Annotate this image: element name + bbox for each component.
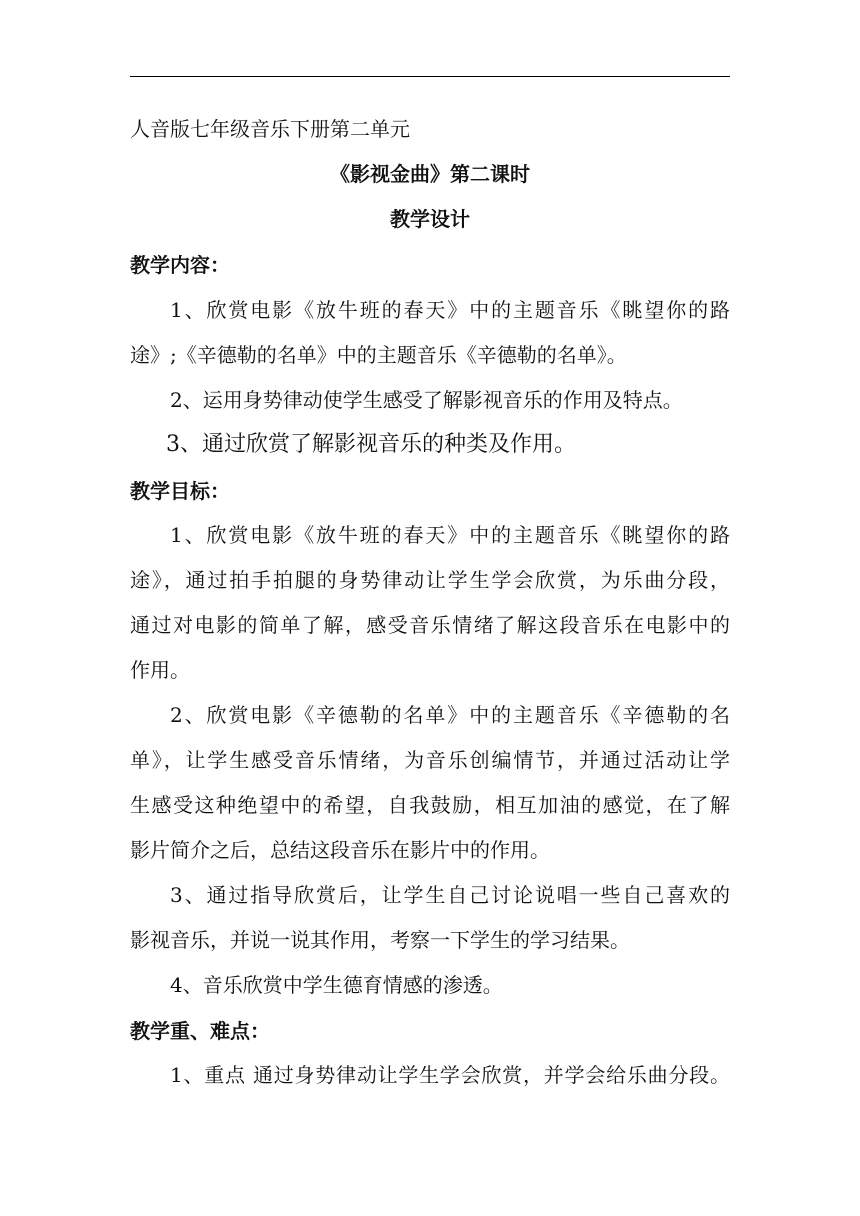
goal-line: 3、通过指导欣赏后，让学生自己讨论说唱一些自己喜欢的 bbox=[170, 883, 730, 907]
section-heading-content: 教学内容： bbox=[130, 253, 230, 277]
goal-line: 影视音乐，并说一说其作用，考察一下学生的学习结果。 bbox=[130, 928, 630, 952]
content-line: 1、欣赏电影《放牛班的春天》中的主题音乐《眺望你的路 bbox=[170, 298, 730, 322]
goal-line: 1、欣赏电影《放牛班的春天》中的主题音乐《眺望你的路 bbox=[170, 523, 730, 547]
content-line: 2、运用身势律动使学生感受了解影视音乐的作用及特点。 bbox=[170, 388, 683, 412]
doc-title: 教学设计 bbox=[390, 207, 470, 231]
goal-line: 通过对电影的简单了解，感受音乐情绪了解这段音乐在电影中的 bbox=[130, 613, 730, 637]
goal-line: 作用。 bbox=[130, 658, 190, 682]
goal-line: 影片简介之后，总结这段音乐在影片中的作用。 bbox=[130, 838, 550, 862]
content-line: 途》;《辛德勒的名单》中的主题音乐《辛德勒的名单》。 bbox=[130, 343, 627, 367]
lesson-title: 《影视金曲》第二课时 bbox=[330, 162, 530, 186]
section-heading-goals: 教学目标： bbox=[130, 479, 230, 503]
goal-line: 单》，让学生感受音乐情绪，为音乐创编情节，并通过活动让学 bbox=[130, 748, 730, 772]
goal-line: 途》，通过拍手拍腿的身势律动让学生学会欣赏，为乐曲分段， bbox=[130, 568, 730, 592]
goal-line: 2、欣赏电影《辛德勒的名单》中的主题音乐《辛德勒的名 bbox=[170, 703, 730, 727]
goal-line: 4、音乐欣赏中学生德育情感的渗透。 bbox=[170, 973, 503, 997]
header-rule bbox=[130, 76, 730, 77]
series-title: 人音版七年级音乐下册第二单元 bbox=[130, 117, 410, 141]
section-heading-key-points: 教学重、难点： bbox=[130, 1019, 270, 1043]
goal-line: 生感受这种绝望中的希望，自我鼓励，相互加油的感觉，在了解 bbox=[130, 793, 730, 817]
key-point-line: 1、重点 通过身势律动让学生学会欣赏，并学会给乐曲分段。 bbox=[170, 1063, 730, 1087]
content-line: 3、通过欣赏了解影视音乐的种类及作用。 bbox=[166, 432, 576, 457]
